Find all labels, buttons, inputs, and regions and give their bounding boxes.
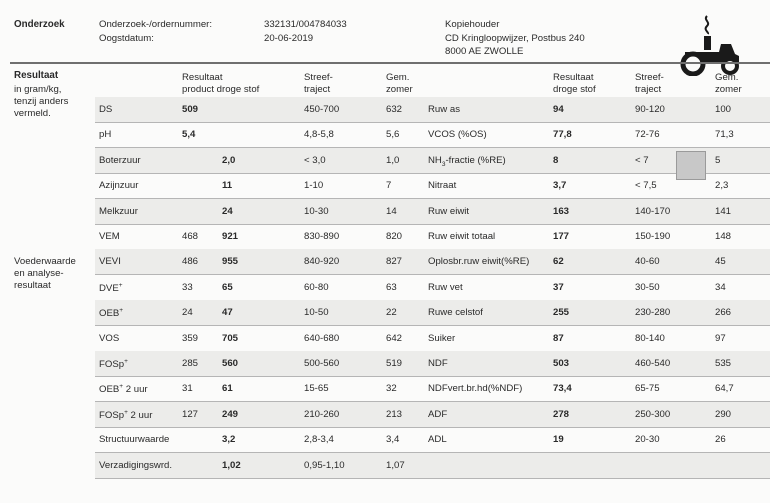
left-avg-value: 3,4 <box>386 434 400 446</box>
order-label: Onderzoek-/ordernummer: <box>99 19 213 30</box>
left-dry-value: 705 <box>222 332 239 344</box>
left-product-value: 127 <box>182 408 199 420</box>
left-target-value: 2,8-3,4 <box>304 434 334 446</box>
right-avg-value: 97 <box>715 332 726 344</box>
left-product-value: 486 <box>182 256 199 268</box>
right-avg-value: 266 <box>715 307 732 319</box>
right-target-value: 230-280 <box>635 307 671 319</box>
right-result-header: Resultaat droge stof <box>553 72 596 95</box>
holder-name: CD Kringloopwijzer, Postbus 240 <box>445 33 585 44</box>
tractor-icon <box>675 12 745 76</box>
left-target-header: Streef- traject <box>304 72 333 95</box>
left-dry-value: 65 <box>222 281 233 293</box>
left-row-label: OEB+ <box>99 307 124 320</box>
header-divider <box>10 62 770 64</box>
right-row-label: Ruw as <box>428 104 460 115</box>
left-avg-value: 632 <box>386 104 403 115</box>
right-target-value: 40-60 <box>635 256 660 268</box>
left-target-value: 640-680 <box>304 332 340 344</box>
left-avg-value: 519 <box>386 358 403 369</box>
left-product-value: 359 <box>182 332 199 344</box>
left-avg-value: 5,6 <box>386 129 400 141</box>
right-target-value: 80-140 <box>635 332 665 344</box>
right-row-label: VCOS (%OS) <box>428 129 487 141</box>
left-product-value: 33 <box>182 281 193 293</box>
left-target-value: 830-890 <box>304 231 340 242</box>
right-dry-value: 503 <box>553 358 570 369</box>
right-target-value: 140-170 <box>635 205 671 217</box>
right-dry-value: 163 <box>553 205 570 217</box>
left-target-value: 10-50 <box>304 307 329 319</box>
right-target-value: 72-76 <box>635 129 660 141</box>
left-target-value: 4,8-5,8 <box>304 129 334 141</box>
left-dry-value: 3,2 <box>222 434 236 446</box>
left-avg-value: 213 <box>386 408 403 420</box>
left-dry-value: 560 <box>222 358 239 369</box>
left-avg-value: 32 <box>386 383 397 395</box>
left-avg-value: 1,0 <box>386 154 400 166</box>
right-dry-value: 19 <box>553 434 564 446</box>
left-row-label: Boterzuur <box>99 154 141 166</box>
left-row-label: VEVI <box>99 256 121 268</box>
left-avg-value: 22 <box>386 307 397 319</box>
left-row-label: Azijnzuur <box>99 180 139 192</box>
right-avg-value: 64,7 <box>715 383 734 395</box>
row-divider <box>95 325 770 326</box>
right-row-label: Ruw eiwit <box>428 205 470 217</box>
left-avg-value: 827 <box>386 256 403 268</box>
left-dry-value: 47 <box>222 307 233 319</box>
left-target-value: 500-560 <box>304 358 340 369</box>
right-dry-value: 255 <box>553 307 570 319</box>
right-row-label: Nitraat <box>428 180 457 192</box>
left-avg-value: 1,07 <box>386 459 405 471</box>
right-avg-value: 148 <box>715 231 732 242</box>
left-row-label: Verzadigingswrd. <box>99 459 173 471</box>
right-dry-value: 3,7 <box>553 180 567 192</box>
left-row-label: DVE+ <box>99 281 123 294</box>
right-target-value: 90-120 <box>635 104 665 115</box>
left-dry-value: 11 <box>222 180 233 192</box>
left-dry-value: 955 <box>222 256 239 268</box>
row-divider <box>95 478 770 479</box>
right-avg-value: 71,3 <box>715 129 734 141</box>
row-divider <box>95 122 770 123</box>
right-avg-header: Gem. zomer <box>715 72 742 95</box>
right-target-value: 20-30 <box>635 434 660 446</box>
right-target-value: 30-50 <box>635 281 660 293</box>
feed-note: Voederwaarde en analyse- resultaat <box>14 256 76 291</box>
left-avg-value: 642 <box>386 332 403 344</box>
right-row-label: Oplosbr.ruw eiwit(%RE) <box>428 256 530 268</box>
nh3-highlight-box <box>676 151 706 180</box>
right-avg-value: 535 <box>715 358 732 369</box>
right-target-value: 150-190 <box>635 231 671 242</box>
left-dry-value: 921 <box>222 231 239 242</box>
right-dry-value: 94 <box>553 104 564 115</box>
right-dry-value: 77,8 <box>553 129 572 141</box>
holder-label: Kopiehouder <box>445 19 500 30</box>
left-row-label: VEM <box>99 231 120 242</box>
right-target-value: < 7 <box>635 154 649 166</box>
left-avg-header: Gem. zomer <box>386 72 413 95</box>
left-target-value: 450-700 <box>304 104 340 115</box>
left-row-label: pH <box>99 129 112 141</box>
right-row-label: Ruwe celstof <box>428 307 483 319</box>
left-product-value: 31 <box>182 383 193 395</box>
row-divider <box>95 427 770 428</box>
left-avg-value: 14 <box>386 205 397 217</box>
right-avg-value: 34 <box>715 281 726 293</box>
row-divider <box>95 224 770 225</box>
right-dry-value: 177 <box>553 231 570 242</box>
left-dry-value: 2,0 <box>222 154 236 166</box>
right-avg-value: 100 <box>715 104 732 115</box>
right-row-label: NDFvert.br.hd(%NDF) <box>428 383 523 395</box>
right-avg-value: 2,3 <box>715 180 729 192</box>
right-row-label: Ruw eiwit totaal <box>428 231 496 242</box>
result-title: Resultaat <box>14 70 59 81</box>
left-target-value: < 3,0 <box>304 154 326 166</box>
left-row-label: OEB+ 2 uur <box>99 383 148 396</box>
right-row-label: $NH_3$-fractie (%RE) <box>428 154 506 168</box>
left-avg-value: 63 <box>386 281 397 293</box>
left-row-label: DS <box>99 104 113 115</box>
left-avg-value: 7 <box>386 180 392 192</box>
left-dry-value: 61 <box>222 383 233 395</box>
left-result-header: Resultaat product droge stof <box>182 72 260 95</box>
right-dry-value: 278 <box>553 408 570 420</box>
right-avg-value: 141 <box>715 205 732 217</box>
row-band <box>95 453 770 478</box>
right-target-value: 65-75 <box>635 383 660 395</box>
right-target-value: < 7,5 <box>635 180 657 192</box>
left-target-value: 10-30 <box>304 205 329 217</box>
left-target-value: 0,95-1,10 <box>304 459 345 471</box>
harvest-label: Oogstdatum: <box>99 33 154 44</box>
right-row-label: Suiker <box>428 332 456 344</box>
left-row-label: VOS <box>99 332 120 344</box>
left-dry-value: 249 <box>222 408 239 420</box>
right-row-label: Ruw vet <box>428 281 463 293</box>
left-product-value: 24 <box>182 307 193 319</box>
section-label: Onderzoek <box>14 19 65 30</box>
row-divider <box>95 274 770 275</box>
left-avg-value: 820 <box>386 231 403 242</box>
left-product-value: 285 <box>182 358 199 369</box>
left-dry-value: 24 <box>222 205 233 217</box>
left-target-value: 60-80 <box>304 281 329 293</box>
right-target-value: 250-300 <box>635 408 671 420</box>
left-row-label: Melkzuur <box>99 205 138 217</box>
right-avg-value: 26 <box>715 434 726 446</box>
right-target-value: 460-540 <box>635 358 671 369</box>
left-target-value: 210-260 <box>304 408 340 420</box>
right-dry-value: 8 <box>553 154 559 166</box>
left-target-value: 15-65 <box>304 383 329 395</box>
right-avg-value: 45 <box>715 256 726 268</box>
right-row-label: ADF <box>428 408 448 420</box>
left-product-value: 468 <box>182 231 199 242</box>
left-row-label: FOSp+ 2 uur <box>99 408 153 421</box>
right-dry-value: 62 <box>553 256 564 268</box>
left-target-value: 840-920 <box>304 256 340 268</box>
row-divider <box>95 376 770 377</box>
order-value: 332131/004784033 <box>264 19 347 30</box>
left-product-value: 5,4 <box>182 129 196 141</box>
right-avg-value: 5 <box>715 154 721 166</box>
right-row-label: ADL <box>428 434 447 446</box>
left-dry-value: 1,02 <box>222 459 241 471</box>
right-dry-value: 73,4 <box>553 383 572 395</box>
right-row-label: NDF <box>428 358 448 369</box>
holder-city: 8000 AE ZWOLLE <box>445 46 524 57</box>
left-product-value: 509 <box>182 104 199 115</box>
left-row-label: FOSp+ <box>99 358 128 371</box>
right-dry-value: 37 <box>553 281 564 293</box>
row-divider <box>95 173 770 174</box>
left-target-value: 1-10 <box>304 180 324 192</box>
right-target-header: Streef- traject <box>635 72 664 95</box>
result-note: in gram/kg, tenzij anders vermeld. <box>14 84 69 119</box>
harvest-value: 20-06-2019 <box>264 33 314 44</box>
left-row-label: Structuurwaarde <box>99 434 170 446</box>
right-avg-value: 290 <box>715 408 732 420</box>
right-dry-value: 87 <box>553 332 564 344</box>
